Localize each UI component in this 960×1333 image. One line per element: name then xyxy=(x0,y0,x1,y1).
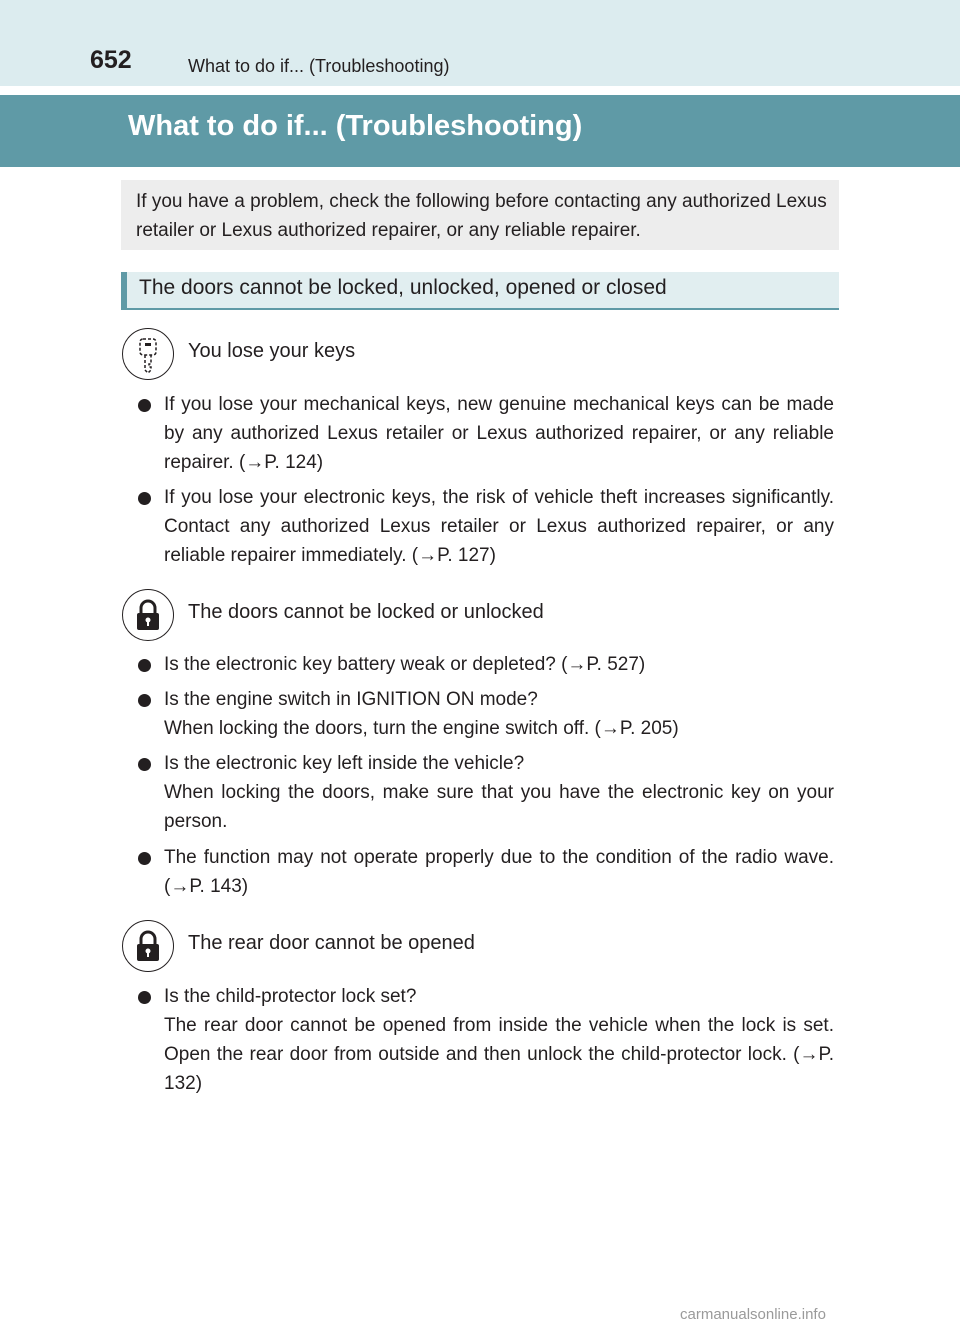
bullet-text xyxy=(164,749,834,836)
subheading-lock-unlock xyxy=(122,589,842,645)
bullet-text: The function may not operate properly due to the condition of the radio wave. (→P. 143) xyxy=(164,847,834,897)
section-heading: The doors cannot be locked, unlocked, opened or closed xyxy=(121,272,839,310)
subheading-rear-door xyxy=(122,920,842,976)
key-icon xyxy=(122,328,174,380)
lock-icon xyxy=(122,920,174,972)
bullet-dot xyxy=(138,492,151,505)
bullet-question: Is the child-protector lock set? xyxy=(164,986,417,1007)
subheading-label: You lose your keys xyxy=(188,340,356,362)
bullet-text: If you lose your mechanical keys, new genuine mechanical keys can be made by any authorized Lexus retailer or Lexus authorized repairer, or any reliable repairer. (→P. 124) xyxy=(164,394,834,473)
bullet-text xyxy=(164,982,834,1098)
intro-box: If you have a problem, check the following before contacting any authorized Lexus retailer or Lexus authorized repairer, or any reliable repairer. xyxy=(121,180,839,250)
bullet-dot xyxy=(138,991,151,1004)
bullet-text: If you lose your electronic keys, the risk of vehicle theft increases significantly. Contact any authorized Lexus retailer or Lexus authorized repairer, or any reliable repairer immediately. (→P. 127) xyxy=(164,487,834,566)
bullet-text: Is the electronic key battery weak or depleted? (→P. 527) xyxy=(164,654,646,675)
lock-icon xyxy=(122,589,174,641)
bullet-answer: The rear door cannot be opened from inside the vehicle when the lock is set. Open the rear door from outside and then unlock the child-protector lock. (→P. 132) xyxy=(164,1015,834,1094)
header-band xyxy=(0,0,960,86)
bullet-answer: When locking the doors, make sure that you have the electronic key on your person. xyxy=(164,782,834,832)
bullet-question: Is the electronic key left inside the vehicle? xyxy=(164,753,525,774)
bullet-dot xyxy=(138,758,151,771)
subheading-lose-keys xyxy=(122,328,842,384)
bullet-dot xyxy=(138,659,151,672)
bullet-text xyxy=(164,685,834,743)
footer-watermark: carmanualsonline.info xyxy=(680,1306,826,1323)
page-number: 652 xyxy=(90,46,132,74)
bullet-question: Is the engine switch in IGNITION ON mode? xyxy=(164,689,538,710)
running-head: What to do if... (Troubleshooting) xyxy=(188,56,450,76)
bullet-dot xyxy=(138,694,151,707)
subheading-label: The rear door cannot be opened xyxy=(188,932,475,954)
bullet-dot xyxy=(138,852,151,865)
page-title: What to do if... (Troubleshooting) xyxy=(128,110,583,142)
bullet-dot xyxy=(138,399,151,412)
bullet-answer: When locking the doors, turn the engine switch off. (→P. 205) xyxy=(164,718,679,739)
subheading-label: The doors cannot be locked or unlocked xyxy=(188,601,544,623)
